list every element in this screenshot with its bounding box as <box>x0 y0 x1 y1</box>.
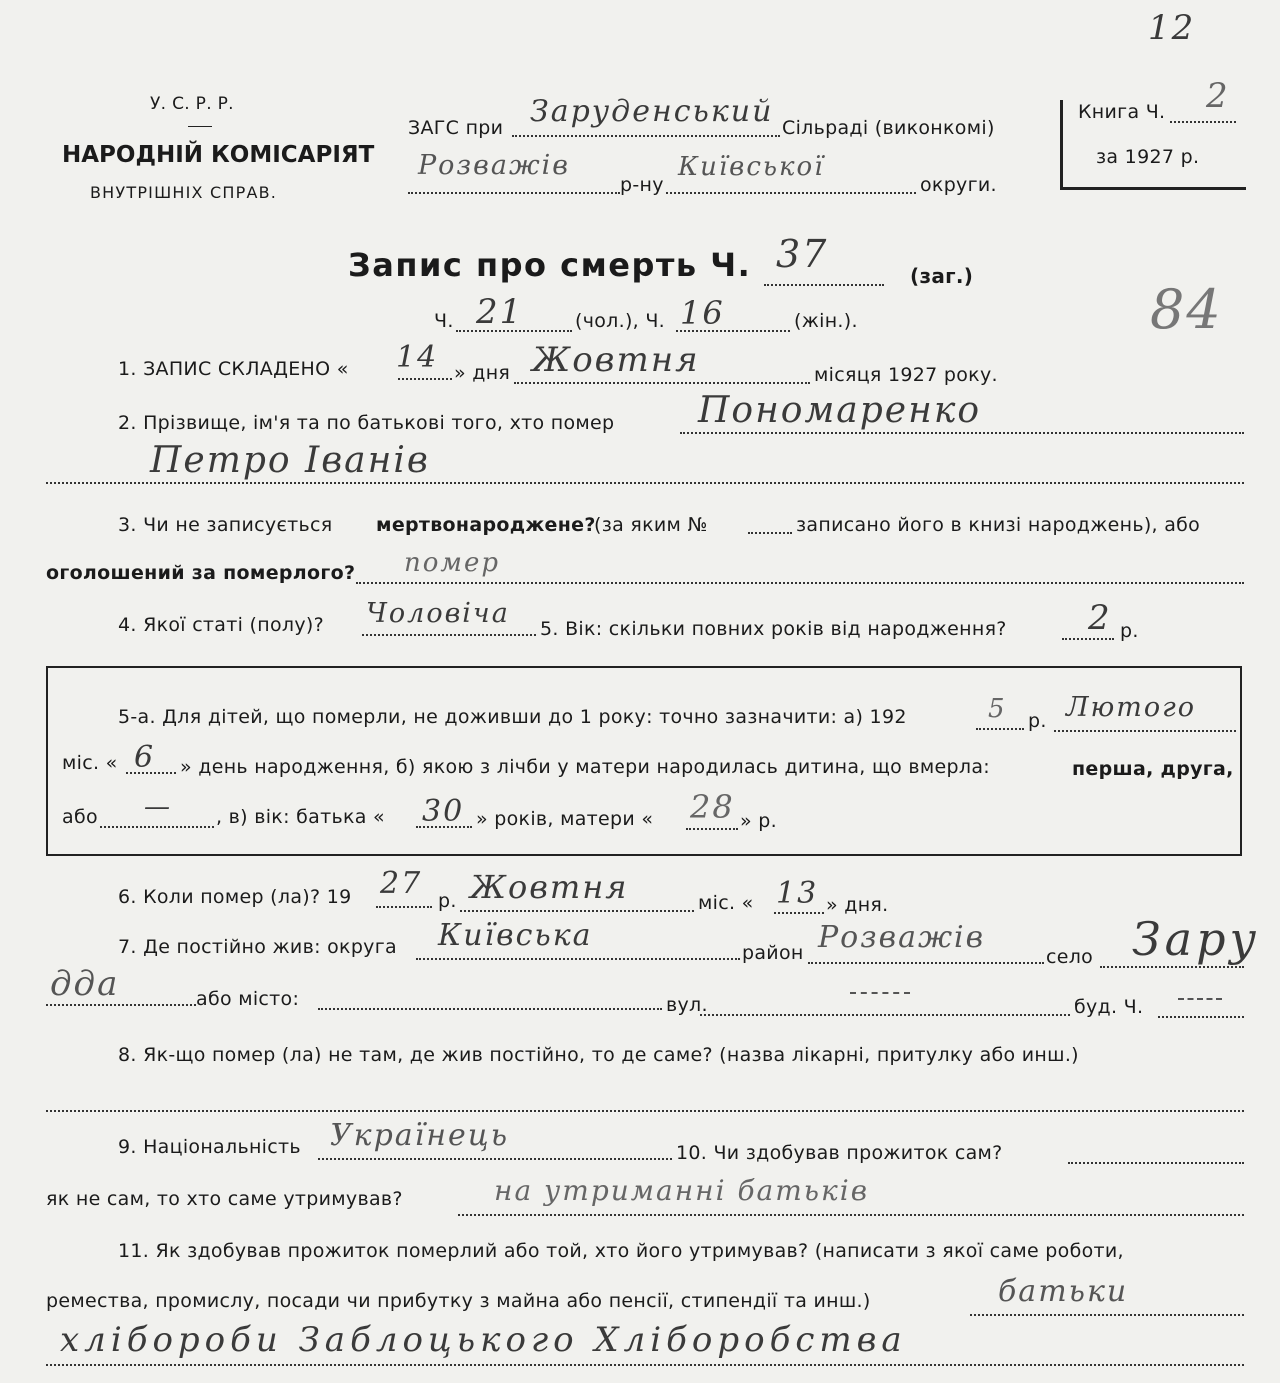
q1-day-value: 14 <box>396 340 439 375</box>
zags-okrug-line <box>666 192 916 194</box>
q5a-year-value: 5 <box>988 694 1007 724</box>
q9-label: 9. Національність <box>118 1136 301 1158</box>
q2-name-value: Петро Іванів <box>150 440 430 481</box>
header-divider <box>188 126 212 127</box>
q7-misto-label: або місто: <box>196 988 300 1010</box>
q5a-month-line <box>1054 730 1236 732</box>
q11-answer1-value: батьки <box>998 1274 1129 1309</box>
q7-selo-cont-line <box>46 1004 196 1006</box>
zags-village-line <box>512 135 780 137</box>
q5a-line1: 5-а. Для дітей, що померли, не доживши до 1 року: точно зазначити: а) 192 <box>118 706 907 728</box>
q1-day-line <box>398 378 452 380</box>
book-number-value: 2 <box>1206 76 1230 116</box>
q9-nat-line <box>318 1158 672 1160</box>
q7-selo-label: село <box>1046 946 1094 968</box>
q10-keeper-line <box>458 1214 1244 1216</box>
q7-raion-line <box>808 962 1044 964</box>
q5a-mother-line <box>686 828 738 830</box>
q3-answer-line <box>356 582 1244 584</box>
book-box-bottom <box>1060 187 1246 190</box>
q6-month-line <box>460 910 694 912</box>
q5a-order-line <box>100 826 214 828</box>
q5a-line3-start: або <box>62 806 98 828</box>
q10-label: 10. Чи здобував прожиток сам? <box>676 1142 1003 1164</box>
q7-vul-line <box>700 1014 1070 1016</box>
q7-vul-dash <box>850 992 910 994</box>
q5a-line3-end: » р. <box>740 810 777 832</box>
q3-label-a: 3. Чи не записується <box>118 514 333 536</box>
zags-label: ЗАГС при <box>408 117 504 139</box>
q3-label-d: записано його в книзі народжень), або <box>796 514 1201 536</box>
zags-okrug-value: Київської <box>678 152 825 182</box>
header-department: ВНУТРІШНІХ СПРАВ. <box>90 183 278 202</box>
q7-selo-line <box>1100 966 1244 968</box>
counts-male-label: (чол.), Ч. <box>575 310 666 332</box>
q7-okrug-line <box>416 958 740 960</box>
q1-end: місяця 1927 року. <box>814 364 998 386</box>
q6-end: » дня. <box>826 894 889 916</box>
q4-sex-line <box>362 634 536 636</box>
q7-okrug-value: Київська <box>438 918 593 953</box>
q5a-year-line <box>976 728 1024 730</box>
book-label: Книга Ч. <box>1078 101 1166 123</box>
q6-year-line <box>376 906 432 908</box>
q2-label: 2. Прізвище, ім'я та по батькові того, хто помер <box>118 412 615 434</box>
q5a-month-value: Лютого <box>1066 692 1197 723</box>
q6-month-value: Жовтня <box>470 868 629 906</box>
q1-month-line <box>514 382 810 384</box>
record-title-suffix: (заг.) <box>910 264 974 288</box>
q6-year-suffix: р. <box>438 890 457 912</box>
q1-label: 1. ЗАПИС СКЛАДЕНО « <box>118 358 349 380</box>
margin-number: 84 <box>1150 278 1223 341</box>
page-corner-mark: 12 <box>1148 8 1196 48</box>
counts-female-label: (жін.). <box>794 310 858 332</box>
q5-age-end: р. <box>1120 620 1139 642</box>
q10-keeper-value: на утриманні батьків <box>494 1174 869 1207</box>
book-box-left <box>1060 100 1063 190</box>
header-commissariat: НАРОДНІЙ КОМІСАРІЯТ <box>62 142 375 168</box>
q6-day-value: 13 <box>776 876 819 911</box>
q5a-line2-start: міс. « <box>62 752 118 774</box>
zags-rnu-label: р-ну <box>620 174 664 196</box>
q4-label: 4. Якої статі (полу)? <box>118 614 324 636</box>
q7-bud-line <box>1158 1016 1244 1018</box>
q11-line2: ремества, промислу, посади чи прибутку з майна або пенсії, стипендії та инш.) <box>46 1290 871 1312</box>
counts-female-value: 16 <box>680 294 725 332</box>
q5a-line3-mother: » років, матери « <box>476 808 654 830</box>
counts-male-value: 21 <box>476 292 524 332</box>
q5a-first-second: перша, друга, <box>1072 758 1234 780</box>
q5a-order-value: — <box>144 792 172 822</box>
q6-year-value: 27 <box>380 866 423 901</box>
q7-selo-cont-value: дда <box>50 964 120 1004</box>
q6-label: 6. Коли помер (ла)? 19 <box>118 886 352 908</box>
q5-age-value: 2 <box>1088 598 1112 638</box>
q7-raion-label: район <box>742 942 804 964</box>
q1-day-label: » дня <box>454 362 511 384</box>
q5a-mother-value: 28 <box>690 788 735 826</box>
q5a-line3-text: , в) вік: батька « <box>216 806 385 828</box>
counts-prefix: Ч. <box>434 310 454 332</box>
zags-district-value: Розважів <box>418 150 571 181</box>
header-republic: У. С. Р. Р. <box>150 94 234 114</box>
record-title: Запис про смерть Ч. <box>348 246 752 284</box>
zags-district-line <box>408 192 620 194</box>
q7-raion-value: Розважів <box>818 920 986 955</box>
q7-bud-label: буд. Ч. <box>1074 996 1144 1018</box>
q8-answer-line <box>46 1110 1244 1112</box>
q5-age-label: 5. Вік: скільки повних років від народження? <box>540 618 1007 640</box>
q7-bud-dash <box>1178 998 1222 1000</box>
q5a-day-value: 6 <box>134 740 156 775</box>
record-number-value: 37 <box>776 232 829 276</box>
q5-age-line <box>1062 638 1114 640</box>
q5a-line2-text: » день народження, б) якою з лічби у матери народилась дитина, що вмерла: <box>180 756 990 778</box>
record-number-line <box>764 284 884 286</box>
q7-selo-value: Зару <box>1132 912 1261 966</box>
q3-declared-dead: оголошений за померлого? <box>46 562 356 584</box>
q11-answer2-value: хлібороби Заблоцького Хліборобства <box>60 1320 907 1360</box>
q11-answer1-line <box>970 1314 1244 1316</box>
q2-surname-value: Пономаренко <box>698 390 981 431</box>
zags-council-label: Сільраді (виконкомі) <box>782 117 995 139</box>
q5a-father-value: 30 <box>422 794 465 829</box>
q6-day-line <box>774 912 824 914</box>
q11-answer2-line <box>46 1364 1244 1366</box>
book-year: за 1927 р. <box>1096 146 1200 168</box>
q2-name-line <box>46 482 1244 484</box>
q3-number-line <box>748 532 792 534</box>
q3-stillborn: мертвонароджене? <box>376 514 596 536</box>
q2-surname-line <box>680 432 1244 434</box>
q10-answer-line <box>1068 1162 1244 1164</box>
q7-vul-label: вул. <box>666 994 708 1016</box>
q11-line1: 11. Як здобував прожиток померлий або той, хто його утримував? (написати з якої саме роботи, <box>118 1240 1124 1262</box>
q10-keeper-label: як не сам, то хто саме утримував? <box>46 1188 403 1210</box>
q5a-year-suffix: р. <box>1028 710 1047 732</box>
q3-answer-value: помер <box>404 548 500 578</box>
q6-month-label: міс. « <box>698 892 754 914</box>
q7-label: 7. Де постійно жив: округа <box>118 936 397 958</box>
q8-label: 8. Як-що помер (ла) не там, де жив постійно, то де саме? (назва лікарні, притулку або инш.) <box>118 1044 1079 1066</box>
q3-label-c: (за яким № <box>594 514 708 536</box>
q9-nat-value: Українець <box>330 1118 510 1153</box>
zags-okrugy-label: округи. <box>920 174 997 196</box>
q4-sex-value: Чоловіча <box>366 598 510 629</box>
q1-month-value: Жовтня <box>532 340 700 380</box>
book-number-line <box>1170 121 1236 123</box>
zags-village-value: Заруденський <box>530 94 774 129</box>
q7-misto-line <box>318 1008 662 1010</box>
